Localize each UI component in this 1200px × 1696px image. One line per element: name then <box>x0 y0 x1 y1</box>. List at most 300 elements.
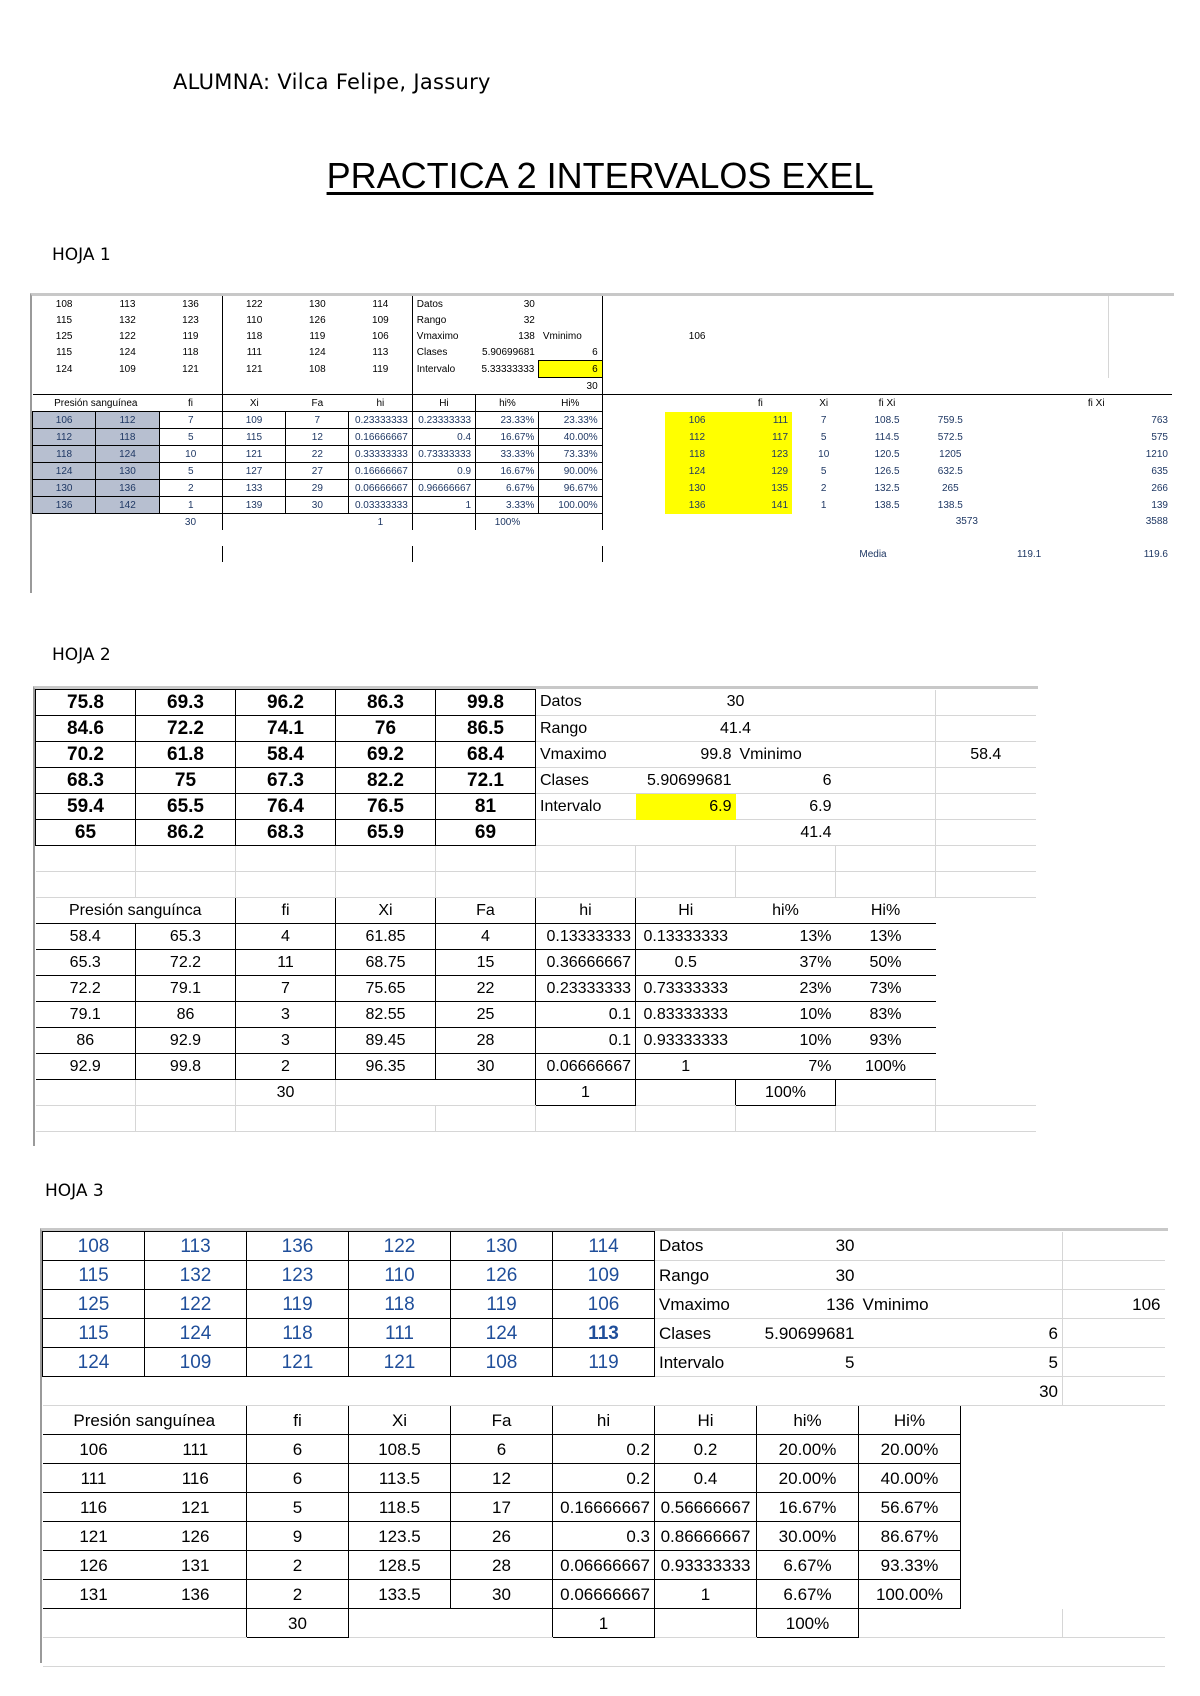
empty-cell <box>136 846 236 872</box>
stat-value: 106 <box>688 330 706 342</box>
empty-cell <box>36 846 136 872</box>
empty-cell <box>602 546 665 562</box>
empty-cell <box>436 1080 536 1106</box>
hi-cum-cell: 0.4 <box>655 1464 757 1493</box>
hi-cum-cell: 0.93333333 <box>636 1028 736 1054</box>
empty-cell <box>936 794 1036 820</box>
stat-value: 32 <box>523 314 535 326</box>
fa-cell: 22 <box>286 446 349 463</box>
fi-cell: 5 <box>247 1493 349 1522</box>
data-cell: 122 <box>119 330 136 342</box>
data-cell: 68.4 <box>436 742 536 768</box>
range-high: 126 <box>145 1522 247 1551</box>
empty-cell <box>792 344 855 361</box>
fi-cell: 2 <box>236 1054 336 1080</box>
range-low: 86 <box>36 1028 136 1054</box>
stat-value: 5.90699681 <box>482 346 535 358</box>
stat-label: Rango <box>416 314 447 326</box>
empty-cell <box>96 378 159 395</box>
data-cell: 111 <box>246 346 262 358</box>
data-cell: 125 <box>55 330 73 342</box>
fa-cell: 12 <box>451 1464 553 1493</box>
empty-cell <box>536 846 636 872</box>
column-header: Hi% <box>859 1406 961 1435</box>
hi-pct-cell: 3.33% <box>476 497 539 514</box>
hi-pct-cell: 30.00% <box>757 1522 859 1551</box>
data-cell: 70.2 <box>36 742 136 768</box>
empty-cell <box>222 378 285 395</box>
right-fixi-2: 266 <box>1151 482 1168 494</box>
data-cell: 108 <box>308 363 326 375</box>
range-low: 106 <box>33 412 96 429</box>
xi-cell: 109 <box>222 412 285 429</box>
data-cell: 123 <box>247 1261 349 1290</box>
empty-cell <box>336 872 436 898</box>
fi-cell: 5 <box>159 463 222 480</box>
fa-cell: 29 <box>286 480 349 497</box>
empty-cell <box>602 480 665 497</box>
data-cell: 125 <box>43 1290 145 1319</box>
range-low: 72.2 <box>36 976 136 1002</box>
empty-cell <box>736 846 836 872</box>
empty-cell <box>961 1435 1063 1464</box>
hi-cell: 0.36666667 <box>536 950 636 976</box>
empty-cell <box>836 820 936 846</box>
data-cell: 106 <box>349 328 412 344</box>
data-cell: 108 <box>55 298 73 310</box>
empty-cell <box>1045 514 1108 531</box>
data-cell: 111 <box>349 1319 451 1348</box>
empty-cell <box>336 1080 436 1106</box>
empty-cell <box>665 344 728 361</box>
fi-cell: 5 <box>159 429 222 446</box>
empty-cell <box>936 690 1036 716</box>
xi-cell: 133.5 <box>349 1580 451 1609</box>
empty-cell <box>729 312 792 328</box>
range-low: 111 <box>43 1464 145 1493</box>
data-cell: 124 <box>308 346 326 358</box>
range-low: 130 <box>33 480 96 497</box>
empty-cell <box>236 846 336 872</box>
right-range-high: 117 <box>729 429 792 446</box>
stat-value: 30 <box>757 1261 859 1290</box>
stat-value: 136 <box>757 1290 859 1319</box>
empty-cell <box>982 497 1045 514</box>
empty-cell <box>451 1609 553 1638</box>
column-header: fi Xi <box>878 397 896 409</box>
empty-cell <box>919 344 982 361</box>
empty-cell <box>539 546 602 562</box>
empty-cell <box>792 328 855 344</box>
total-fi: 30 <box>247 1609 349 1638</box>
empty-cell <box>602 296 665 312</box>
empty-cell <box>412 546 475 562</box>
hi-pct-cell: 7% <box>736 1054 836 1080</box>
hi-pct-cell: 6.67% <box>757 1551 859 1580</box>
hi-cum-pct-cell: 23.33% <box>539 412 602 429</box>
empty-cell <box>836 1106 936 1132</box>
empty-cell <box>476 546 539 562</box>
empty-cell <box>982 480 1045 497</box>
right-fixi: 138.5 <box>937 499 963 511</box>
data-cell: 122 <box>349 1232 451 1261</box>
column-header: Hi <box>412 395 475 412</box>
empty-cell <box>602 328 665 344</box>
stat-label: Vmaximo <box>655 1290 757 1319</box>
empty-cell <box>349 1609 451 1638</box>
stat-value: 58.4 <box>936 742 1036 768</box>
right-range-high: 129 <box>729 463 792 480</box>
hi-cum-pct-cell: 56.67% <box>859 1493 961 1522</box>
stat-label: Intervalo <box>655 1348 757 1377</box>
data-cell: 74.1 <box>236 716 336 742</box>
empty-cell <box>1109 361 1172 378</box>
data-cell: 124 <box>119 346 136 358</box>
stat-label: Clases <box>655 1319 757 1348</box>
data-cell: 121 <box>247 1348 349 1377</box>
total-hi-pct: 100% <box>736 1080 836 1106</box>
stat-value: 106 <box>1063 1290 1165 1319</box>
hi-pct-cell: 16.67% <box>757 1493 859 1522</box>
media-a: 119.1 <box>1016 548 1042 560</box>
column-header: Xi <box>336 898 436 924</box>
empty-cell <box>539 312 602 328</box>
hi-cum-cell: 0.56666667 <box>655 1493 757 1522</box>
column-header: Fa <box>286 395 349 412</box>
empty-cell <box>982 514 1045 531</box>
hi-cell: 0.06666667 <box>553 1551 655 1580</box>
empty-cell <box>602 378 665 395</box>
empty-cell <box>336 1106 436 1132</box>
right-fixi: 759.5 <box>937 414 963 426</box>
empty-cell <box>1045 296 1108 312</box>
xi-cell: 75.65 <box>336 976 436 1002</box>
empty-cell <box>636 846 736 872</box>
hi-cum-cell: 0.4 <box>412 429 475 446</box>
data-cell: 69.3 <box>136 690 236 716</box>
data-cell: 113 <box>553 1319 655 1348</box>
right-xi: 126.5 <box>874 465 900 477</box>
empty-cell <box>1063 1580 1165 1609</box>
right-fixi: 572.5 <box>937 431 963 443</box>
stat-label: Datos <box>536 690 636 716</box>
stat-value: 99.8 <box>636 742 736 768</box>
range-high: 72.2 <box>136 950 236 976</box>
fa-cell: 7 <box>286 412 349 429</box>
stat-label: Rango <box>655 1261 757 1290</box>
sheet2-spreadsheet <box>33 686 1038 1146</box>
hi-cum-pct-cell: 96.67% <box>539 480 602 497</box>
empty-cell <box>236 1106 336 1132</box>
right-range-low: 136 <box>665 497 728 514</box>
hi-cum-pct-cell: 93% <box>836 1028 936 1054</box>
hi-cum-pct-cell: 73% <box>836 976 936 1002</box>
stat-label: Rango <box>536 716 636 742</box>
empty-cell <box>247 1377 349 1406</box>
data-cell: 113 <box>145 1232 247 1261</box>
empty-cell <box>961 1493 1063 1522</box>
empty-cell <box>136 1106 236 1132</box>
stat-label: Clases <box>536 768 636 794</box>
data-cell: 123 <box>159 312 222 328</box>
empty-cell <box>982 412 1045 429</box>
empty-cell <box>1045 361 1108 378</box>
xi-cell: 123.5 <box>349 1522 451 1551</box>
empty-cell <box>1045 328 1108 344</box>
hi-pct-cell: 13% <box>736 924 836 950</box>
right-xi: 132.5 <box>874 482 900 494</box>
hi-cell: 0.03333333 <box>349 497 412 514</box>
right-fi: 5 <box>820 465 827 477</box>
hi-pct-cell: 23% <box>736 976 836 1002</box>
empty-cell <box>536 1106 636 1132</box>
data-cell: 72.2 <box>136 716 236 742</box>
fa-cell: 15 <box>436 950 536 976</box>
fa-cell: 26 <box>451 1522 553 1551</box>
right-total-b: 3588 <box>1145 516 1168 528</box>
empty-cell <box>136 872 236 898</box>
fa-cell: 4 <box>436 924 536 950</box>
student-name: ALUMNA: Vilca Felipe, Jassury <box>173 70 491 94</box>
xi-cell: 108.5 <box>349 1435 451 1464</box>
empty-cell <box>961 1232 1063 1261</box>
empty-cell <box>553 1377 655 1406</box>
fi-cell: 6 <box>247 1464 349 1493</box>
stat-value: 6 <box>539 361 602 378</box>
column-header: hi <box>349 395 412 412</box>
fa-cell: 27 <box>286 463 349 480</box>
empty-cell <box>729 361 792 378</box>
range-high: 136 <box>145 1580 247 1609</box>
empty-cell <box>286 514 349 531</box>
empty-cell <box>1045 446 1108 463</box>
data-cell: 132 <box>145 1261 247 1290</box>
empty-cell <box>349 1377 451 1406</box>
data-cell: 109 <box>119 363 136 375</box>
fa-cell: 6 <box>451 1435 553 1464</box>
fi-cell: 2 <box>159 480 222 497</box>
empty-cell <box>936 1106 1036 1132</box>
empty-cell <box>1063 1319 1165 1348</box>
empty-cell <box>859 1319 961 1348</box>
data-cell: 126 <box>308 314 326 326</box>
empty-cell <box>33 514 96 531</box>
empty-cell <box>855 296 918 312</box>
empty-cell <box>349 1638 451 1667</box>
empty-cell <box>757 1377 859 1406</box>
data-cell: 124 <box>55 363 73 375</box>
data-cell: 65 <box>36 820 136 846</box>
right-fixi-2: 1210 <box>1145 448 1168 460</box>
data-cell: 76.5 <box>336 794 436 820</box>
data-cell: 130 <box>451 1232 553 1261</box>
data-cell: 81 <box>436 794 536 820</box>
column-header: fi <box>159 395 222 412</box>
right-fixi-2: 139 <box>1151 499 1168 511</box>
empty-cell <box>636 1106 736 1132</box>
range-low: 106 <box>43 1435 145 1464</box>
empty-cell <box>43 1638 145 1667</box>
hi-cell: 0.1 <box>536 1028 636 1054</box>
empty-cell <box>936 1002 1036 1028</box>
fi-cell: 3 <box>236 1002 336 1028</box>
data-cell: 68.3 <box>236 820 336 846</box>
hi-cell: 0.06666667 <box>553 1580 655 1609</box>
empty-cell <box>855 312 918 328</box>
empty-cell <box>539 514 602 531</box>
empty-cell <box>936 950 1036 976</box>
empty-cell <box>936 872 1036 898</box>
empty-cell <box>936 1028 1036 1054</box>
empty-cell <box>936 846 1036 872</box>
empty-cell <box>936 820 1036 846</box>
fi-cell: 10 <box>159 446 222 463</box>
data-cell: 106 <box>553 1290 655 1319</box>
empty-cell <box>919 546 982 562</box>
data-cell: 121 <box>159 361 222 378</box>
empty-cell <box>859 1377 961 1406</box>
right-fixi: 632.5 <box>937 465 963 477</box>
stat-label: Vminimo <box>859 1290 1063 1319</box>
total-fi: 30 <box>236 1080 336 1106</box>
empty-cell <box>1063 1609 1165 1638</box>
empty-cell <box>602 463 665 480</box>
stat-value: 6.9 <box>736 794 836 820</box>
range-low: 79.1 <box>36 1002 136 1028</box>
range-high: 116 <box>145 1464 247 1493</box>
empty-cell <box>602 514 665 531</box>
empty-cell <box>1063 1406 1165 1435</box>
column-header: fi <box>236 898 336 924</box>
fi-cell: 2 <box>247 1580 349 1609</box>
media-b: 119.6 <box>1143 548 1168 560</box>
range-high: 99.8 <box>136 1054 236 1080</box>
hi-cum-cell: 1 <box>655 1580 757 1609</box>
right-range-low: 130 <box>665 480 728 497</box>
empty-cell <box>247 1638 349 1667</box>
empty-cell <box>665 296 728 312</box>
hi-cum-pct-cell: 100.00% <box>859 1580 961 1609</box>
column-header: Fa <box>451 1406 553 1435</box>
hi-cum-cell: 0.73333333 <box>636 976 736 1002</box>
empty-cell <box>936 716 1036 742</box>
empty-cell <box>1109 328 1172 344</box>
stat-label: Vmaximo <box>536 742 636 768</box>
empty-cell <box>729 344 792 361</box>
empty-cell <box>1063 1464 1165 1493</box>
data-cell: 84.6 <box>36 716 136 742</box>
empty-cell <box>792 378 855 395</box>
empty-cell <box>961 1609 1063 1638</box>
stat-value: 41.4 <box>636 716 836 742</box>
empty-cell <box>1063 1522 1165 1551</box>
empty-cell <box>602 344 665 361</box>
data-cell: 109 <box>349 312 412 328</box>
right-range-high: 123 <box>729 446 792 463</box>
data-cell: 114 <box>349 296 412 312</box>
empty-cell <box>33 546 96 562</box>
empty-cell <box>33 378 96 395</box>
right-total-a: 3573 <box>955 516 978 528</box>
hi-cell: 0.06666667 <box>349 480 412 497</box>
empty-cell <box>145 1377 247 1406</box>
right-fi: 5 <box>820 431 827 443</box>
sheet3-spreadsheet <box>40 1228 1168 1663</box>
xi-cell: 115 <box>222 429 285 446</box>
hi-pct-cell: 33.33% <box>476 446 539 463</box>
data-cell: 118 <box>246 330 263 342</box>
data-cell: 108 <box>451 1348 553 1377</box>
right-range-low: 124 <box>665 463 728 480</box>
column-header: hi% <box>757 1406 859 1435</box>
empty-cell <box>982 378 1045 395</box>
empty-cell <box>655 1609 757 1638</box>
data-cell: 76 <box>336 716 436 742</box>
right-xi: 138.5 <box>874 499 900 511</box>
empty-cell <box>919 395 982 412</box>
hi-cum-cell: 0.96666667 <box>412 480 475 497</box>
empty-cell <box>349 378 412 395</box>
empty-cell <box>145 1609 247 1638</box>
empty-cell <box>919 296 982 312</box>
document-title <box>0 155 1200 197</box>
empty-cell <box>859 1232 961 1261</box>
column-header: fi <box>247 1406 349 1435</box>
stat-value: 6 <box>539 344 602 361</box>
data-cell: 122 <box>245 298 263 310</box>
range-high: 118 <box>96 429 159 446</box>
data-cell: 67.3 <box>236 768 336 794</box>
empty-cell <box>159 378 222 395</box>
range-low: 116 <box>43 1493 145 1522</box>
empty-cell <box>436 1106 536 1132</box>
hi-cell: 0.23333333 <box>536 976 636 1002</box>
empty-cell <box>736 872 836 898</box>
fa-cell: 17 <box>451 1493 553 1522</box>
data-cell: 75 <box>136 768 236 794</box>
empty-cell <box>982 395 1045 412</box>
column-header: Xi <box>819 397 829 409</box>
empty-cell <box>982 344 1045 361</box>
empty-cell <box>961 1261 1063 1290</box>
empty-cell <box>792 546 855 562</box>
stat-value: 5.90699681 <box>757 1319 859 1348</box>
hi-cum-pct-cell: 83% <box>836 1002 936 1028</box>
empty-cell <box>961 1406 1063 1435</box>
data-cell: 136 <box>247 1232 349 1261</box>
hi-cum-pct-cell: 13% <box>836 924 936 950</box>
right-xi: 120.5 <box>874 448 900 460</box>
column-header: hi <box>553 1406 655 1435</box>
empty-cell <box>602 446 665 463</box>
fi-cell: 1 <box>159 497 222 514</box>
hi-cum-cell: 0.73333333 <box>412 446 475 463</box>
data-cell: 119 <box>247 1290 349 1319</box>
empty-cell <box>1063 1377 1165 1406</box>
empty-cell <box>936 768 1036 794</box>
empty-cell <box>1109 296 1172 312</box>
empty-cell <box>729 378 792 395</box>
empty-cell <box>43 1377 145 1406</box>
empty-cell <box>919 361 982 378</box>
fi-cell: 6 <box>247 1435 349 1464</box>
column-header: hi% <box>736 898 836 924</box>
data-cell: 121 <box>349 1348 451 1377</box>
empty-cell <box>222 546 285 562</box>
empty-cell <box>1045 546 1108 562</box>
hi-pct-cell: 6.67% <box>476 480 539 497</box>
hi-pct-cell: 6.67% <box>757 1580 859 1609</box>
